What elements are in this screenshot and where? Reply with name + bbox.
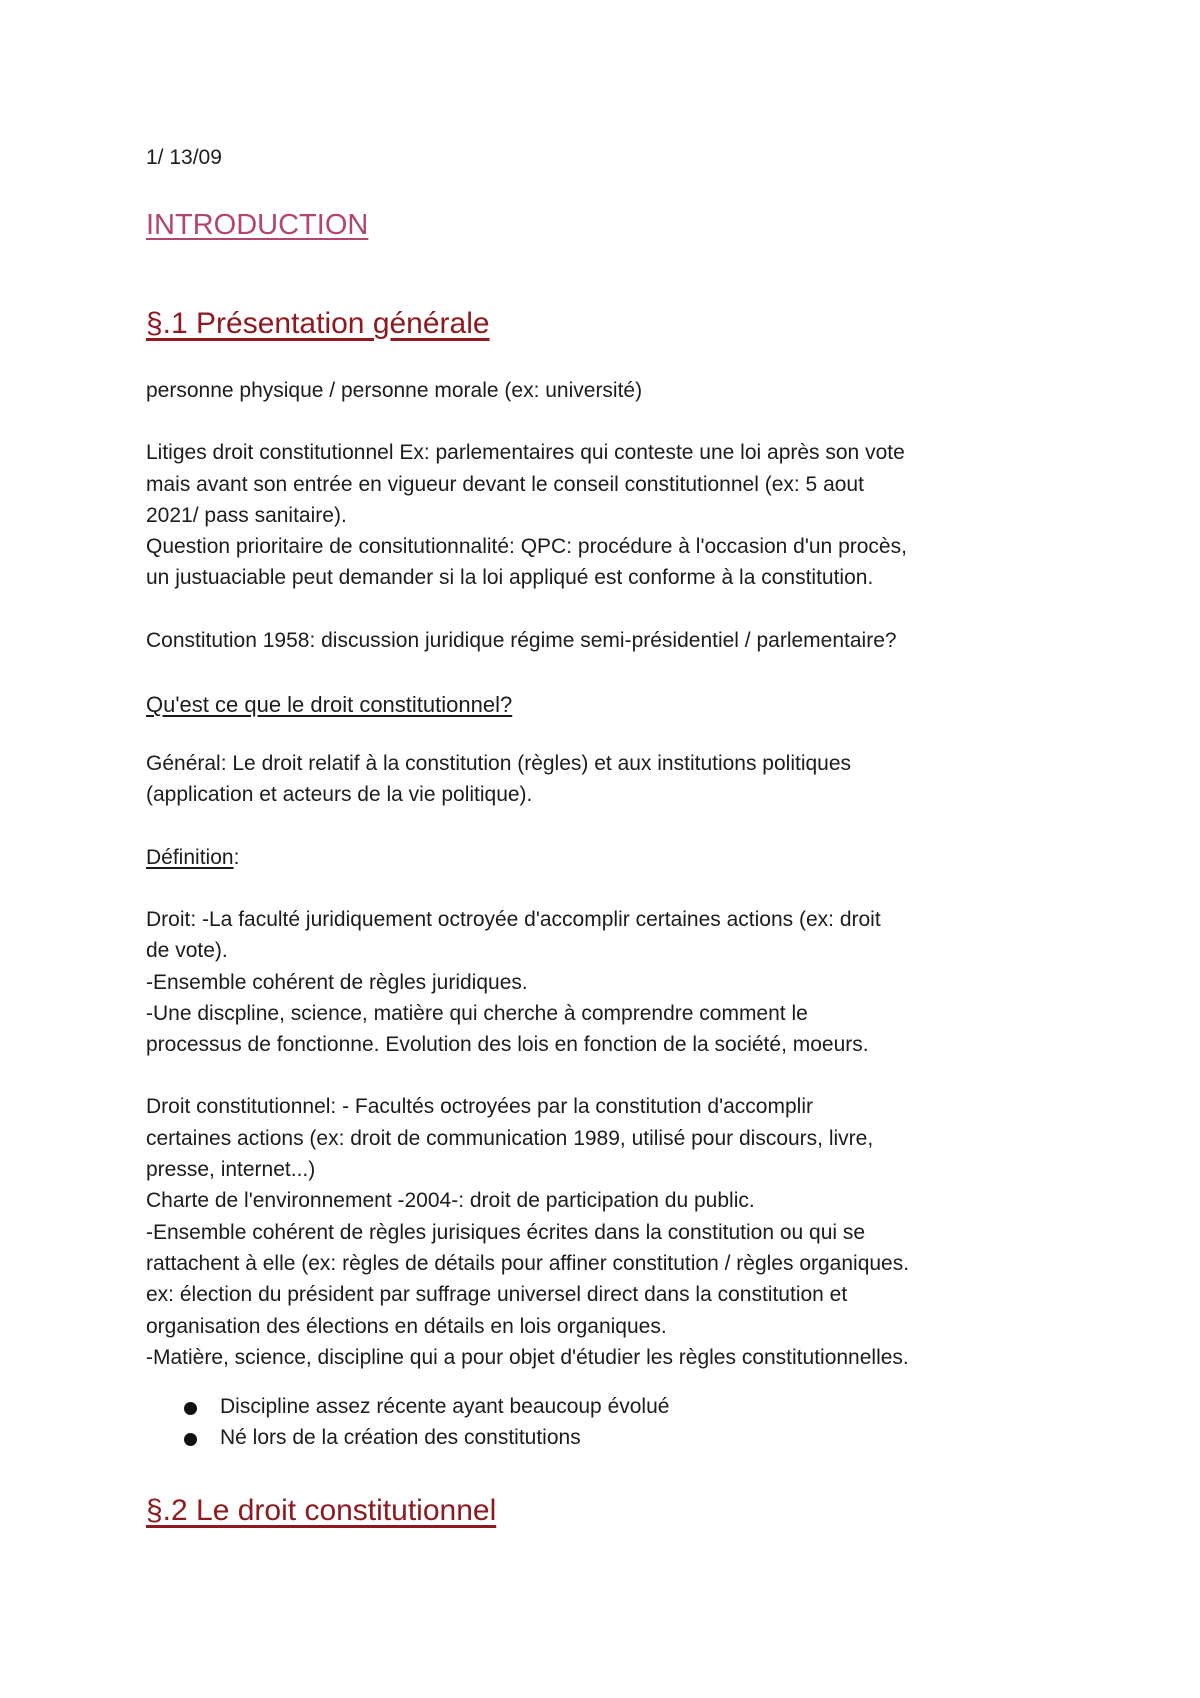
- bullet-dot-icon: [184, 1433, 197, 1446]
- paragraph-general-line-1: Général: Le droit relatif à la constitution (règles) et aux institutions politiques: [146, 752, 852, 776]
- bullet-dot-icon: [184, 1402, 197, 1415]
- paragraph-droit-const-line-8: organisation des élections en détails en lois organiques.: [146, 1314, 667, 1338]
- document-date: 1/ 13/09: [146, 146, 222, 169]
- introduction-title: INTRODUCTION: [146, 209, 369, 241]
- subheading-quest-ce: Qu'est ce que le droit constitutionnel?: [146, 692, 513, 718]
- paragraph-droit-const-line-5: -Ensemble cohérent de règles jurisiques écrites dans la constitution ou qui se: [146, 1220, 866, 1244]
- paragraph-constitution-1958: Constitution 1958: discussion juridique régime semi-présidentiel / parlementaire?: [146, 628, 897, 652]
- paragraph-droit-const-line-4: Charte de l'environnement -2004-: droit de participation du public.: [146, 1189, 755, 1213]
- paragraph-droit-const-line-7: ex: élection du président par suffrage universel direct dans la constitution et: [146, 1283, 848, 1307]
- list-item: Discipline assez récente ayant beaucoup évolué: [184, 1391, 1080, 1422]
- paragraph-droit-const-line-9: -Matière, science, discipline qui a pour objet d'étudier les règles constitutionnelles.: [146, 1345, 909, 1369]
- definition-heading: [146, 842, 1080, 873]
- paragraph-droit-line-2: de vote).: [146, 939, 228, 963]
- paragraph-droit-line-1: Droit: -La faculté juridiquement octroyée d'accomplir certaines actions (ex: droit: [146, 907, 881, 931]
- definition-label: Définition: [146, 845, 234, 869]
- paragraph-qpc-line-1: Question prioritaire de consitutionnalité: QPC: procédure à l'occasion d'un procès,: [146, 535, 907, 559]
- list-item: Né lors de la création des constitutions: [184, 1422, 1080, 1453]
- paragraph-droit-const-line-3: presse, internet...): [146, 1158, 316, 1182]
- paragraph-droit-const-line-2: certaines actions (ex: droit de communication 1989, utilisé pour discours, livre,: [146, 1126, 874, 1150]
- paragraph-droit-line-5: processus de fonctionne. Evolution des lois en fonction de la société, moeurs.: [146, 1033, 869, 1057]
- paragraph-droit-const-line-6: rattachent à elle (ex: règles de détails pour affiner constitution / règles organiques.: [146, 1251, 910, 1275]
- bullet-list: [146, 1391, 1080, 1454]
- paragraph-droit-const-line-1: Droit constitutionnel: - Facultés octroyées par la constitution d'accomplir: [146, 1095, 813, 1119]
- paragraph-personnes: personne physique / personne morale (ex: université): [146, 379, 643, 402]
- section-1-title: §.1 Présentation générale: [146, 307, 490, 340]
- paragraph-general-line-2: (application et acteurs de la vie politique).: [146, 783, 533, 807]
- section-2-title: §.2 Le droit constitutionnel: [146, 1493, 497, 1527]
- paragraph-qpc-line-2: un justuaciable peut demander si la loi appliqué est conforme à la constitution.: [146, 566, 874, 590]
- definition-colon: :: [233, 845, 240, 869]
- paragraph-droit-line-4: -Une discpline, science, matière qui cherche à comprendre comment le: [146, 1001, 808, 1025]
- paragraph-litiges-line-1: Litiges droit constitutionnel Ex: parlementaires qui conteste une loi après son vote: [146, 441, 905, 465]
- paragraph-droit-line-3: -Ensemble cohérent de règles juridiques.: [146, 970, 528, 994]
- paragraph-litiges-line-3: 2021/ pass sanitaire).: [146, 503, 347, 527]
- paragraph-litiges-line-2: mais avant son entrée en vigueur devant le conseil constitutionnel (ex: 5 aout: [146, 472, 864, 496]
